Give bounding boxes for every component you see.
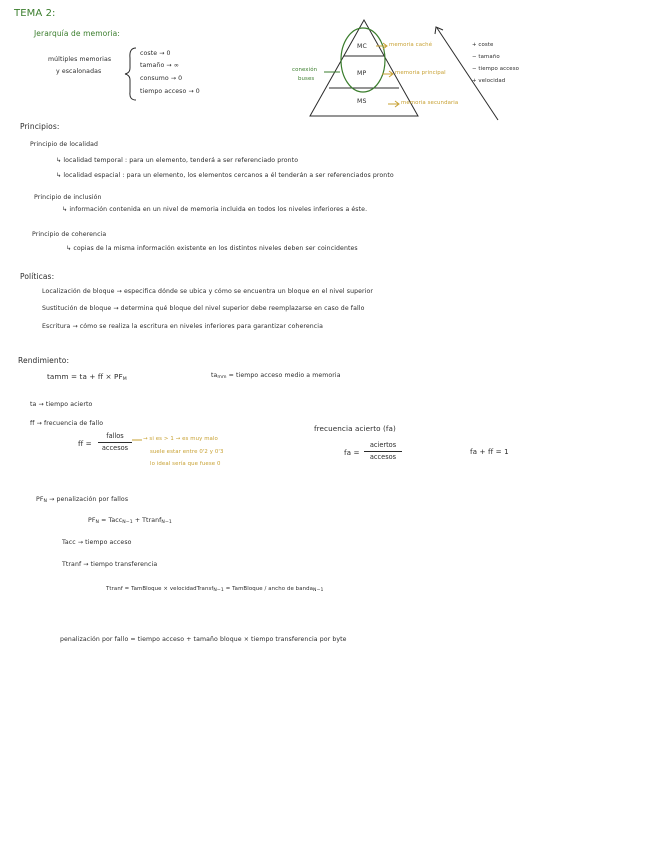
ff-fraction xyxy=(98,433,132,451)
tacc-definition: Tacc → tiempo acceso xyxy=(62,539,132,546)
memory-cache-label: memoria caché xyxy=(389,42,433,48)
jerarquia-item-coste: coste → 0 xyxy=(140,50,171,57)
fa-fraction xyxy=(364,442,402,460)
tamm-formula xyxy=(47,373,127,383)
jerarquia-left-label-1: múltiples memorias xyxy=(48,56,112,63)
jerarquia-item-tamano: tamaño → ∞ xyxy=(140,62,180,69)
connection-label-2: buses xyxy=(298,76,315,82)
fa-denominator: accesos xyxy=(369,452,397,461)
connection-ellipse xyxy=(341,28,385,92)
jerarquia-left-label-2: y escalonadas xyxy=(56,68,102,75)
arrow-list-coste: + coste xyxy=(472,42,494,48)
tamm-def-sub: mm xyxy=(217,375,227,380)
pf-formula-sub3: N−1 xyxy=(161,520,172,525)
level-mc: MC xyxy=(357,43,367,50)
pf-formula-rhs: + Ttranf xyxy=(134,517,162,524)
inclusion-title: Principio de inclusión xyxy=(34,194,102,201)
rendimiento-heading: Rendimiento: xyxy=(18,356,70,365)
ttranf-formula-sub2: N−1 xyxy=(313,588,324,593)
ff-numerator: fallos xyxy=(106,432,124,440)
tamm-def-rhs: = tiempo acceso medio a memoria xyxy=(228,372,341,379)
jerarquia-item-tiempo: tiempo acceso → 0 xyxy=(140,88,200,95)
tamm-definition xyxy=(211,373,341,381)
ttranf-formula-sub: N−1 xyxy=(213,588,224,593)
ta-definition: ta → tiempo acierto xyxy=(30,401,93,408)
tamm-formula-sub: M xyxy=(122,377,127,382)
inclusion-text: ↳ información contenida en un nivel de memoria incluida en todos los niveles inferiores a éste. xyxy=(62,206,368,213)
coherencia-text: ↳ copias de la misma información existente en los distintos niveles deben ser coincidentes xyxy=(66,245,358,252)
connection-label-1: conexión xyxy=(292,67,318,73)
page-title: TEMA 2: xyxy=(14,8,56,19)
final-formula: penalización por fallo = tiempo acceso + tamaño bloque × tiempo transferencia por byte xyxy=(60,636,347,643)
ff-formula-lhs: ff = xyxy=(78,439,92,448)
ttranf-definition: Ttranf → tiempo transferencia xyxy=(62,561,158,568)
coherencia-title: Principio de coherencia xyxy=(32,231,107,238)
pf-formula-mid: = Tacc xyxy=(101,517,123,524)
ff-note-2: suele estar entre 0'2 y 0'3 xyxy=(150,449,224,455)
ttranf-formula-part-1: Ttranf = TamBloque × velocidadTransf xyxy=(106,586,214,592)
pf-definition xyxy=(36,497,128,505)
memory-secundaria-label: memoria secundaria xyxy=(401,100,459,106)
jerarquia-heading: Jerarquía de memoria: xyxy=(34,29,120,38)
pf-def-sub: N xyxy=(43,499,48,504)
localidad-title: Principio de localidad xyxy=(30,141,99,148)
memory-principal-label: memoria principal xyxy=(395,70,446,76)
ttranf-formula xyxy=(106,587,324,594)
pf-def-rhs: → penalización por fallos xyxy=(49,496,129,503)
localidad-espacial: ↳ localidad espacial : para un elemento, los elementos cercanos a él tenderán a ser referenciados pronto xyxy=(56,172,394,179)
curly-brace xyxy=(125,48,136,100)
politica-escritura: Escritura → cómo se realiza la escritura en niveles inferiores para garantizar coherencia xyxy=(42,323,323,330)
fa-title: frecuencia acierto (fa) xyxy=(314,424,396,433)
principios-heading: Principios: xyxy=(20,122,60,131)
ff-definition: ff → frecuencia de fallo xyxy=(30,420,104,427)
ff-note-1: → si es > 1 → es muy malo xyxy=(143,436,218,442)
tamm-def-lhs: ta xyxy=(211,372,218,379)
arrow-list-tiempo: − tiempo acceso xyxy=(472,66,519,72)
fa-ff-sum: fa + ff = 1 xyxy=(470,447,509,456)
ttranf-formula-part-2: = TamBloque / ancho de banda xyxy=(225,586,314,592)
pf-formula xyxy=(88,518,172,526)
arrow-list-tamano: − tamaño xyxy=(472,54,500,60)
pf-formula-sub2: N−1 xyxy=(122,520,133,525)
fa-numerator: aciertos xyxy=(369,441,397,449)
ff-denominator: accesos xyxy=(101,443,129,452)
pf-formula-sub: N xyxy=(95,520,100,525)
tamm-formula-rhs: = ta + ff × PF xyxy=(71,372,123,381)
ff-note-3: lo ideal sería que fuese 0 xyxy=(150,461,221,467)
level-ms: MS xyxy=(357,98,367,105)
politica-localizacion: Localización de bloque → especifica dónde se ubica y cómo se encuentra un bloque en el nivel superior xyxy=(42,288,374,295)
localidad-temporal: ↳ localidad temporal : para un elemento, tenderá a ser referenciado pronto xyxy=(56,157,299,164)
pf-formula-lhs: PF xyxy=(88,517,96,524)
fa-formula-lhs: fa = xyxy=(344,448,360,457)
politicas-heading: Políticas: xyxy=(20,272,55,281)
jerarquia-item-consumo: consumo → 0 xyxy=(140,75,183,82)
level-mp: MP xyxy=(357,70,367,77)
pf-def-lhs: PF xyxy=(36,496,44,503)
tamm-formula-lhs: tamm xyxy=(47,372,69,381)
arrow-list-velocidad: + velocidad xyxy=(472,78,506,84)
politica-sustitucion: Sustitución de bloque → determina qué bloque del nivel superior debe reemplazarse en caso de fallo xyxy=(42,305,365,312)
